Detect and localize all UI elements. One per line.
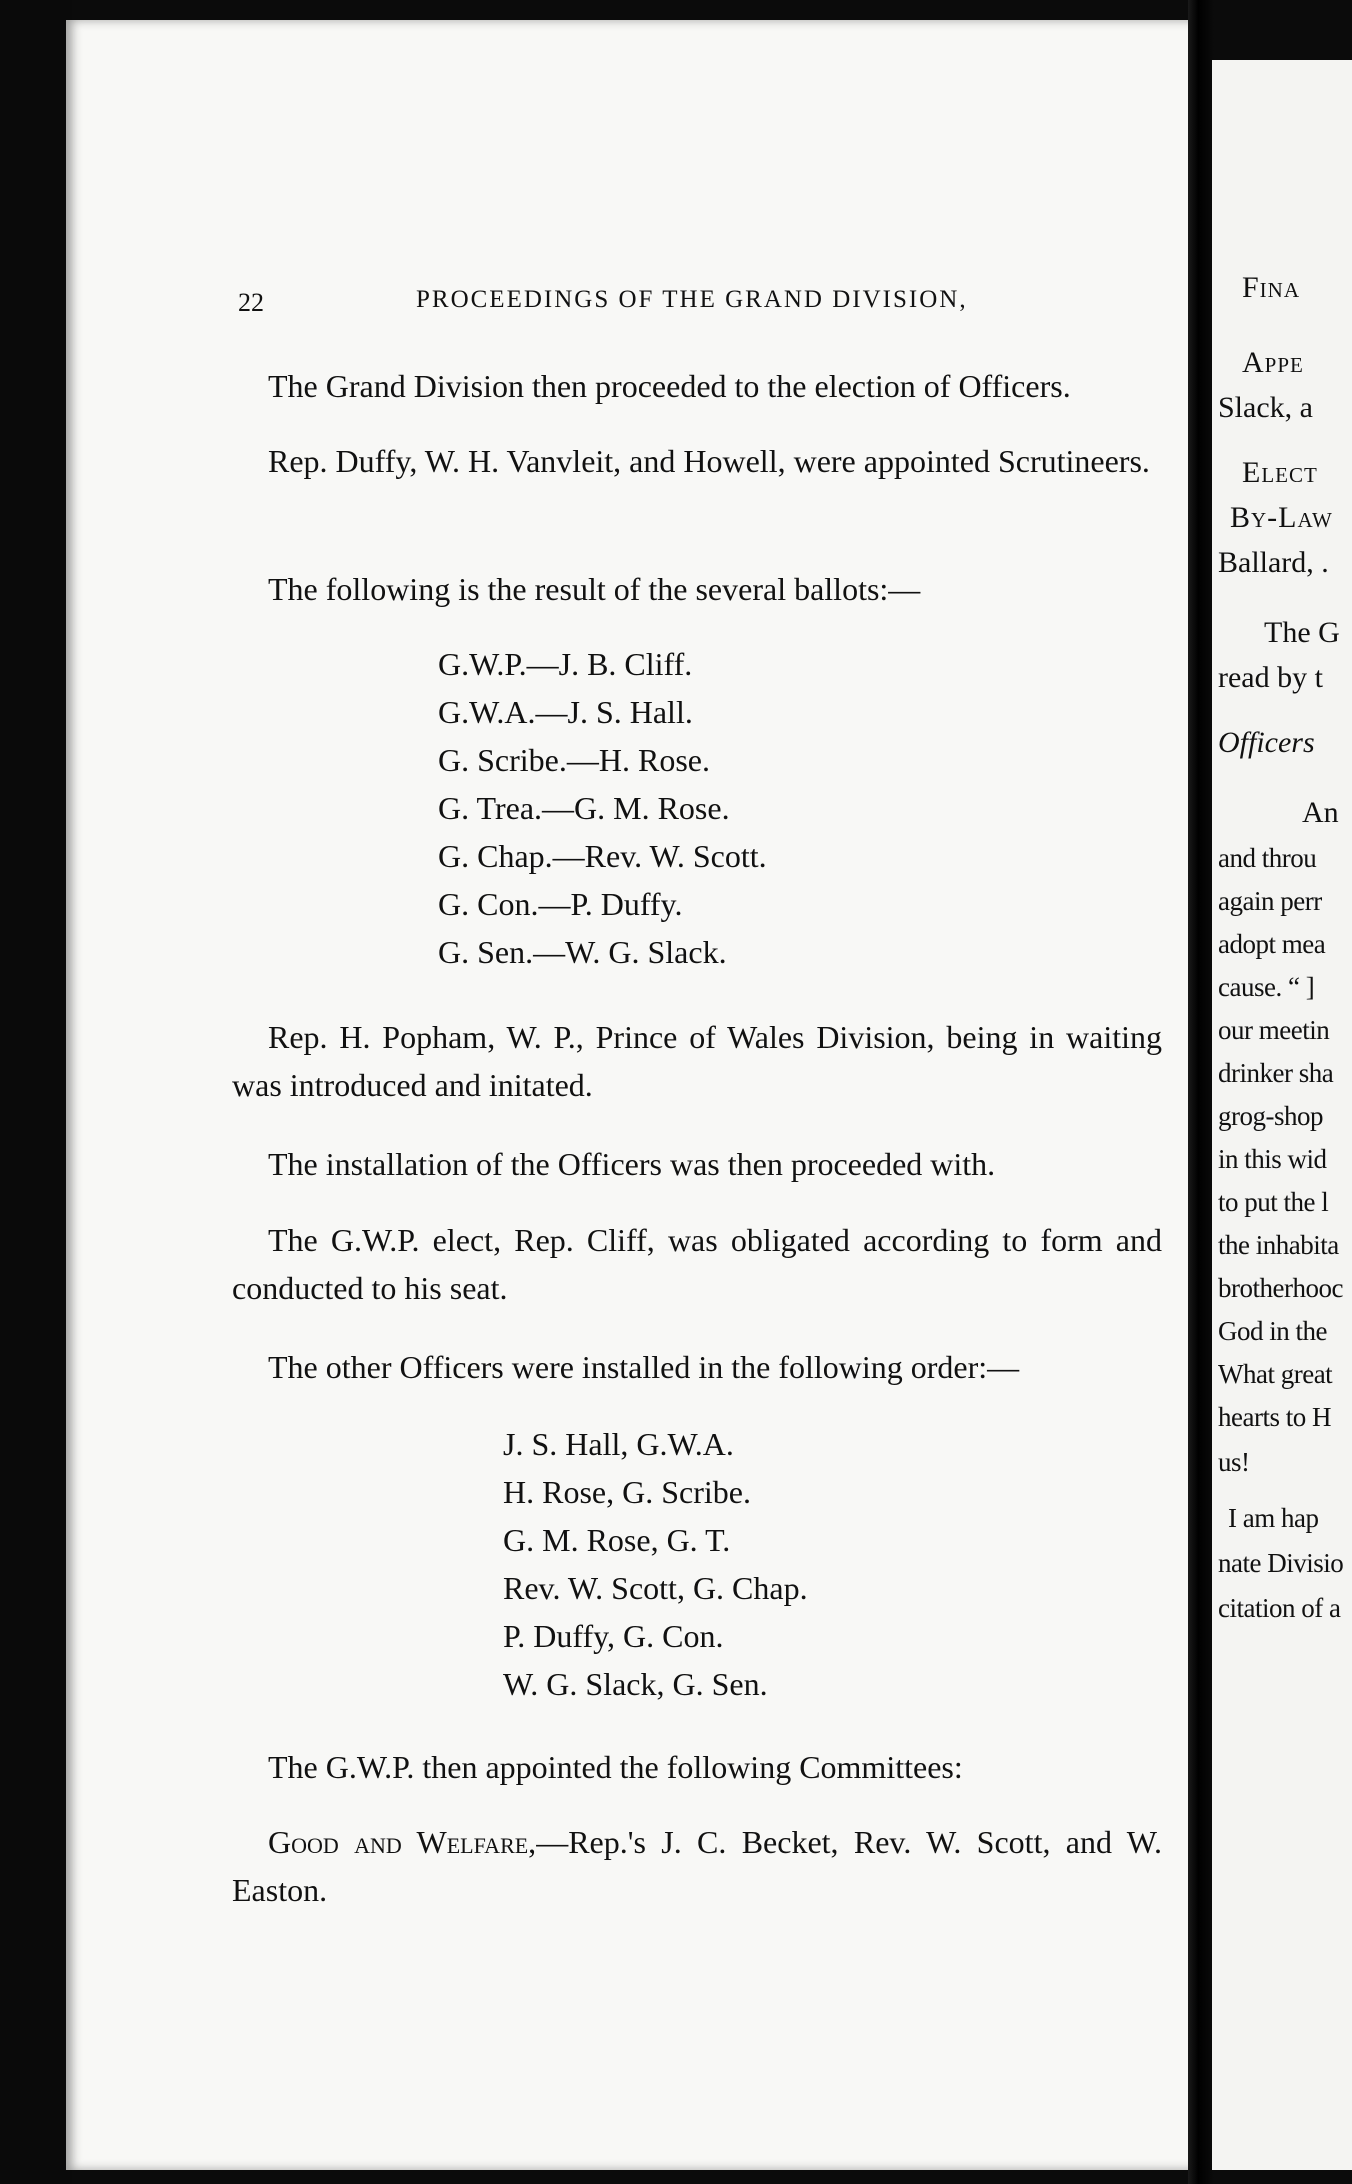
facing-page-line: What great bbox=[1218, 1359, 1333, 1389]
paragraph-ballots-intro bbox=[232, 565, 1162, 613]
text-committees: The G.W.P. then appointed the following Committees: bbox=[268, 1749, 963, 1785]
installed-officer-line: P. Duffy, G. Con. bbox=[503, 1618, 724, 1654]
installed-officer-line: G. M. Rose, G. T. bbox=[503, 1522, 731, 1558]
facing-page-line: Ballard, . bbox=[1218, 546, 1329, 579]
paragraph-installation bbox=[232, 1140, 1162, 1188]
paragraph-good-and-welfare bbox=[232, 1818, 1162, 1914]
facing-page-line: adopt mea bbox=[1218, 929, 1326, 959]
ballot-result-line: G. Trea.—G. M. Rose. bbox=[438, 790, 730, 826]
facing-page-line: God in the bbox=[1218, 1316, 1327, 1346]
installed-officer-line: J. S. Hall, G.W.A. bbox=[503, 1426, 734, 1462]
ballot-result-line: G. Chap.—Rev. W. Scott. bbox=[438, 838, 767, 874]
facing-page-line: the inhabita bbox=[1218, 1230, 1339, 1260]
facing-page-line: read by t bbox=[1218, 661, 1323, 694]
ballot-result-line: G. Con.—P. Duffy. bbox=[438, 886, 683, 922]
facing-page-line: our meetin bbox=[1218, 1015, 1330, 1045]
paragraph-other-officers bbox=[232, 1343, 1162, 1391]
facing-page-line: Officers bbox=[1218, 726, 1315, 759]
facing-page-line: us! bbox=[1218, 1447, 1250, 1477]
ballot-result-line: G.W.A.—J. S. Hall. bbox=[438, 694, 693, 730]
facing-page-line: Appe bbox=[1242, 346, 1304, 379]
facing-page-line: and throu bbox=[1218, 843, 1317, 873]
book-gutter bbox=[1188, 0, 1214, 2184]
paragraph-scrutineers bbox=[232, 437, 1162, 485]
facing-page-line: drinker sha bbox=[1218, 1058, 1334, 1088]
paragraph-committees bbox=[232, 1743, 1162, 1791]
page-number: 22 bbox=[238, 288, 264, 317]
text-scrutineers: Rep. Duffy, W. H. Vanvleit, and Howell, were appointed Scrutineers. bbox=[268, 443, 1150, 479]
facing-page-line: By-Law bbox=[1230, 501, 1333, 534]
scan-left-border bbox=[0, 0, 72, 2184]
facing-page-line: Slack, a bbox=[1218, 391, 1313, 424]
ballot-result-line: G.W.P.—J. B. Cliff. bbox=[438, 646, 693, 682]
paragraph-election bbox=[232, 362, 1162, 410]
facing-page-fragment bbox=[1212, 60, 1352, 2170]
facing-page-line: brotherhooc bbox=[1218, 1273, 1343, 1303]
text-gwp-elect: The G.W.P. elect, Rep. Cliff, was obligated according to form and conducted to his seat. bbox=[232, 1222, 1162, 1306]
facing-page-line: to put the l bbox=[1218, 1187, 1329, 1217]
text-ballots-intro: The following is the result of the several ballots:— bbox=[268, 571, 921, 607]
ballot-results-list bbox=[438, 640, 767, 976]
facing-page-line: An bbox=[1302, 796, 1339, 829]
running-head: PROCEEDINGS OF THE GRAND DIVISION, bbox=[416, 286, 968, 313]
facing-page-line: nate Divisio bbox=[1218, 1548, 1344, 1578]
facing-page-line: cause. “ ] bbox=[1218, 972, 1315, 1002]
facing-page-line: Fina bbox=[1242, 271, 1301, 304]
installed-officer-line: Rev. W. Scott, G. Chap. bbox=[503, 1570, 808, 1606]
text-installation: The installation of the Officers was then proceeded with. bbox=[268, 1146, 996, 1182]
good-and-welfare-heading: Good and Welfare, bbox=[268, 1824, 537, 1860]
facing-page-line: Elect bbox=[1242, 456, 1318, 489]
paragraph-gwp-elect bbox=[232, 1216, 1162, 1312]
facing-page-line: in this wid bbox=[1218, 1144, 1327, 1174]
facing-page-line: hearts to H bbox=[1218, 1402, 1331, 1432]
ballot-result-line: G. Scribe.—H. Rose. bbox=[438, 742, 710, 778]
facing-page-line: The G bbox=[1264, 616, 1340, 649]
installed-officer-line: H. Rose, G. Scribe. bbox=[503, 1474, 751, 1510]
ballot-result-line: G. Sen.—W. G. Slack. bbox=[438, 934, 727, 970]
good-and-welfare-members: —Rep.'s J. C. Becket, Rev. W. Scott, and W. Easton. bbox=[232, 1824, 1162, 1908]
installed-officers-list bbox=[503, 1420, 808, 1708]
facing-page-line: I am hap bbox=[1228, 1503, 1319, 1533]
installed-officer-line: W. G. Slack, G. Sen. bbox=[503, 1666, 768, 1702]
facing-page-line: grog-shop bbox=[1218, 1101, 1323, 1131]
text-other-officers: The other Officers were installed in the following order:— bbox=[268, 1349, 1020, 1385]
text-election: The Grand Division then proceeded to the election of Officers. bbox=[268, 368, 1071, 404]
facing-page-line: again perr bbox=[1218, 886, 1322, 916]
facing-page-line: citation of a bbox=[1218, 1593, 1341, 1623]
paragraph-popham bbox=[232, 1013, 1162, 1109]
text-popham: Rep. H. Popham, W. P., Prince of Wales Division, being in waiting was introduced and initated. bbox=[232, 1019, 1162, 1103]
